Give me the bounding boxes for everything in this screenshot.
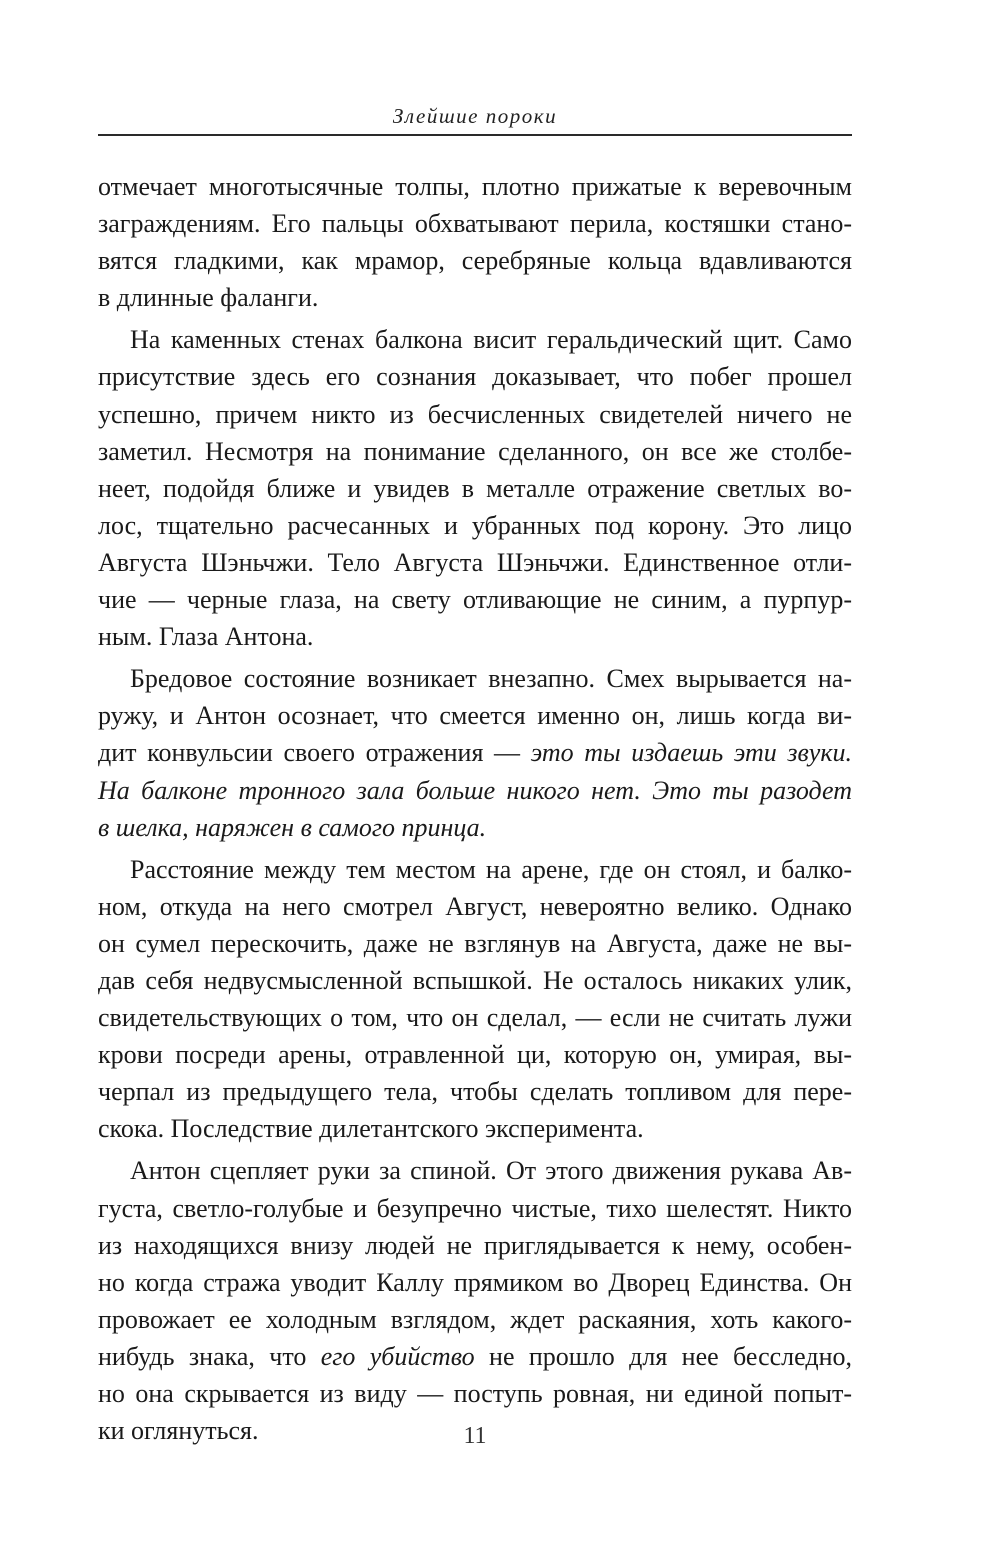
text-line: дав себя недвусмысленной вспышкой. Не осталось никаких улик, bbox=[98, 965, 852, 995]
text-line: ружу, и Антон осознает, что смеется именно он, лишь когда ви- bbox=[98, 701, 852, 731]
paragraph bbox=[98, 168, 852, 316]
text-line: но она скрывается из виду — поступь ровная, ни единой попыт- bbox=[98, 1379, 852, 1408]
italic-segment: На балконе тронного зала больше никого нет. Это ты разодет bbox=[98, 775, 852, 805]
text-segment: не прошло для нее бесследно, bbox=[474, 1341, 852, 1371]
text-line bbox=[98, 772, 852, 809]
text-line bbox=[98, 809, 852, 846]
text-line: заграждениям. Его пальцы обхватывают перила, костяшки стано- bbox=[98, 209, 852, 239]
text-line: заметил. Несмотря на понимание сделанного, он все же столбе- bbox=[98, 436, 852, 466]
italic-segment: это ты издаешь эти звуки. bbox=[530, 738, 853, 768]
text-line: вятся гладкими, как мрамор, серебряные кольца вдавливаются bbox=[98, 246, 852, 276]
text-line: неет, подойдя ближе и увидев в металле отражение светлых во- bbox=[98, 473, 852, 503]
text-line: Бредовое состояние возникает внезапно. Смех вырывается на- bbox=[130, 664, 852, 694]
text-line: из находящихся внизу людей не приглядывается к нему, особен- bbox=[98, 1230, 852, 1260]
text-line: густа, светло-голубые и безупречно чистые, тихо шелестят. Никто bbox=[98, 1193, 852, 1223]
text-line: успешно, причем никто из бесчисленных свидетелей ничего не bbox=[98, 399, 852, 429]
text-line: отмечает многотысячные толпы, плотно прижатые к веревочным bbox=[98, 172, 852, 201]
text-line: лос, тщательно расчесанных и убранных под корону. Это лицо bbox=[98, 510, 852, 540]
text-line: свидетельствующих о том, что он сделал, — если не считать лужи bbox=[98, 1003, 852, 1033]
text-line: чие — черные глаза, на свету отливающие не синим, а пурпур- bbox=[98, 585, 852, 615]
text-line: присутствие здесь его сознания доказывает, что побег прошел bbox=[98, 362, 852, 392]
italic-segment: в шелка, наряжен в самого принца. bbox=[98, 812, 487, 842]
text-segment: нибудь знака, что bbox=[98, 1341, 321, 1371]
text-line: но когда стража уводит Каллу прямиком во Дворец Единства. Он bbox=[98, 1267, 852, 1297]
text-line: черпал из предыдущего тела, чтобы сделать топливом для пере- bbox=[98, 1077, 852, 1107]
text-line bbox=[98, 1338, 852, 1375]
text-line: скока. Последствие дилетантского эксперимента. bbox=[98, 1114, 644, 1144]
text-line: ным. Глаза Антона. bbox=[98, 622, 314, 652]
paragraph bbox=[98, 321, 852, 655]
text-line bbox=[98, 734, 852, 771]
text-line: он сумел перескочить, даже не взглянув на Августа, даже не вы- bbox=[98, 928, 852, 958]
text-line: Расстояние между тем местом на арене, где он стоял, и балко- bbox=[130, 854, 852, 884]
paragraph bbox=[98, 1152, 852, 1449]
paragraph bbox=[98, 660, 852, 845]
paragraph bbox=[98, 851, 852, 1148]
text-line: провожает ее холодным взглядом, ждет раскаяния, хоть какого- bbox=[98, 1304, 852, 1334]
text-line: На каменных стенах балкона висит геральдический щит. Само bbox=[130, 325, 852, 355]
text-line: ки оглянуться. bbox=[98, 1416, 259, 1446]
running-header-title: Злейшие пороки bbox=[392, 104, 558, 128]
page-number: 11 bbox=[463, 1423, 487, 1449]
text-line: крови посреди арены, отравленной ци, которую он, умирая, вы- bbox=[98, 1040, 852, 1070]
text-line: в длинные фаланги. bbox=[98, 283, 319, 313]
text-line: ном, откуда на него смотрел Август, невероятно велико. Однако bbox=[98, 891, 852, 921]
italic-segment: его убийство bbox=[320, 1341, 475, 1371]
running-header bbox=[98, 100, 852, 136]
text-line: Августа Шэньчжи. Тело Августа Шэньчжи. Единственное отли- bbox=[98, 547, 852, 577]
text-segment: дит конвульсии своего отражения — bbox=[98, 738, 531, 768]
body-text bbox=[98, 168, 852, 1454]
text-line: Антон сцепляет руки за спиной. От этого движения рукава Ав- bbox=[130, 1156, 852, 1186]
